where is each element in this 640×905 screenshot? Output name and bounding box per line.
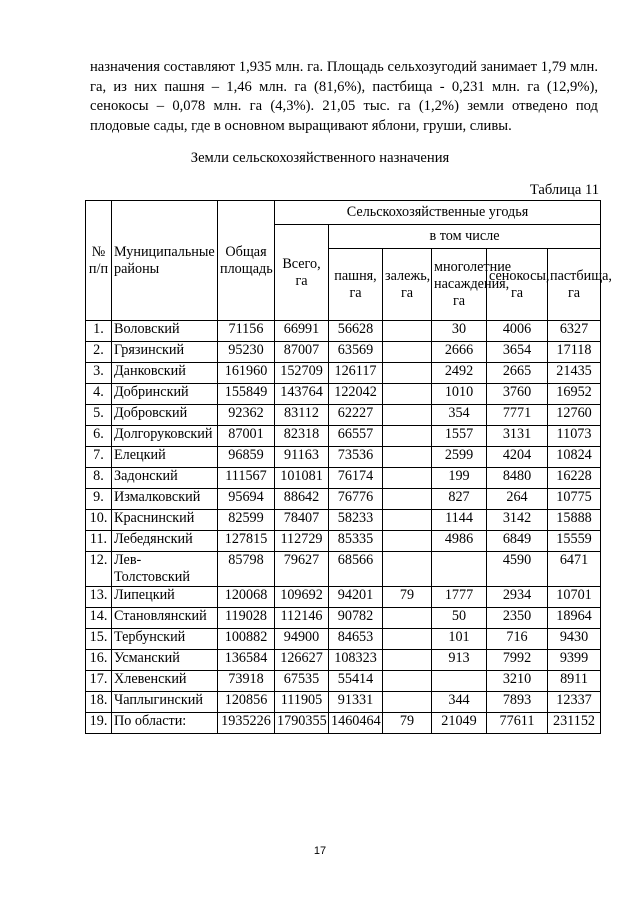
row-arable: 62227 — [329, 405, 383, 426]
table-row — [86, 671, 601, 692]
row-district: Задонский — [112, 468, 218, 489]
row-total-area: 100882 — [218, 629, 275, 650]
row-fallow — [383, 384, 432, 405]
row-fallow — [383, 426, 432, 447]
row-total-area: 92362 — [218, 405, 275, 426]
row-number: 14. — [86, 608, 112, 629]
row-pasture: 11073 — [548, 426, 601, 447]
row-pasture: 9430 — [548, 629, 601, 650]
row-total-area: 87001 — [218, 426, 275, 447]
row-all: 83112 — [275, 405, 329, 426]
row-fallow: 79 — [383, 713, 432, 734]
row-number: 2. — [86, 342, 112, 363]
row-district: Становлянский — [112, 608, 218, 629]
row-hay: 7771 — [487, 405, 548, 426]
row-pasture: 9399 — [548, 650, 601, 671]
row-fallow — [383, 671, 432, 692]
land-table — [85, 200, 612, 734]
row-fallow — [383, 629, 432, 650]
table-label: Таблица 11 — [529, 182, 599, 198]
row-district: По области: — [112, 713, 218, 734]
row-district: Тербунский — [112, 629, 218, 650]
row-pasture: 12760 — [548, 405, 601, 426]
row-arable: 66557 — [329, 426, 383, 447]
header-agri-group: Сельскохозяйственные угодья — [275, 201, 601, 225]
row-total-area: 161960 — [218, 363, 275, 384]
row-district: Лебедянский — [112, 531, 218, 552]
row-total-area: 82599 — [218, 510, 275, 531]
row-all: 66991 — [275, 321, 329, 342]
row-district: Долгоруковский — [112, 426, 218, 447]
row-all: 67535 — [275, 671, 329, 692]
row-perennial: 1557 — [432, 426, 487, 447]
header-all: Всего, га — [275, 225, 329, 321]
row-hay: 4590 — [487, 552, 548, 587]
row-perennial: 1010 — [432, 384, 487, 405]
row-fallow — [383, 342, 432, 363]
row-pasture: 6471 — [548, 552, 601, 587]
row-district: Добровский — [112, 405, 218, 426]
row-total-area: 136584 — [218, 650, 275, 671]
table-row — [86, 650, 601, 671]
row-number: 19. — [86, 713, 112, 734]
row-number: 10. — [86, 510, 112, 531]
row-perennial: 199 — [432, 468, 487, 489]
row-pasture: 10824 — [548, 447, 601, 468]
row-fallow — [383, 405, 432, 426]
table-row — [86, 447, 601, 468]
row-district: Воловский — [112, 321, 218, 342]
table-row — [86, 363, 601, 384]
row-fallow — [383, 608, 432, 629]
row-arable: 1460464 — [329, 713, 383, 734]
row-perennial — [432, 671, 487, 692]
row-number: 5. — [86, 405, 112, 426]
row-pasture: 6327 — [548, 321, 601, 342]
row-all: 112729 — [275, 531, 329, 552]
row-pasture: 17118 — [548, 342, 601, 363]
row-pasture: 10701 — [548, 587, 601, 608]
row-district: Измалковский — [112, 489, 218, 510]
row-number: 11. — [86, 531, 112, 552]
row-pasture: 21435 — [548, 363, 601, 384]
row-fallow — [383, 321, 432, 342]
row-hay: 3654 — [487, 342, 548, 363]
row-pasture: 16952 — [548, 384, 601, 405]
row-perennial: 344 — [432, 692, 487, 713]
row-all: 94900 — [275, 629, 329, 650]
row-all: 126627 — [275, 650, 329, 671]
row-district: Хлевенский — [112, 671, 218, 692]
row-all: 79627 — [275, 552, 329, 587]
header-perennial: многолетние насаждения, га — [432, 249, 487, 321]
header-total-area: Общая площадь — [218, 201, 275, 321]
row-district: Чаплыгинский — [112, 692, 218, 713]
row-district: Краснинский — [112, 510, 218, 531]
row-hay: 2665 — [487, 363, 548, 384]
row-arable: 94201 — [329, 587, 383, 608]
page-number: 17 — [313, 845, 327, 857]
row-hay: 4204 — [487, 447, 548, 468]
table-row — [86, 468, 601, 489]
table-row — [86, 342, 601, 363]
row-arable: 56628 — [329, 321, 383, 342]
row-perennial: 2666 — [432, 342, 487, 363]
row-hay: 8480 — [487, 468, 548, 489]
row-fallow — [383, 650, 432, 671]
row-hay: 7893 — [487, 692, 548, 713]
table-body — [86, 321, 601, 734]
row-number: 15. — [86, 629, 112, 650]
header-fallow: залежь, га — [383, 249, 432, 321]
row-arable: 90782 — [329, 608, 383, 629]
header-district: Муниципальные районы — [112, 201, 218, 321]
row-district: Грязинский — [112, 342, 218, 363]
header-hay: сенокосы, га — [487, 249, 548, 321]
row-pasture: 16228 — [548, 468, 601, 489]
table-row — [86, 384, 601, 405]
row-perennial: 2492 — [432, 363, 487, 384]
row-perennial: 354 — [432, 405, 487, 426]
row-all: 101081 — [275, 468, 329, 489]
row-number: 13. — [86, 587, 112, 608]
row-number: 3. — [86, 363, 112, 384]
row-hay: 3760 — [487, 384, 548, 405]
row-arable: 76776 — [329, 489, 383, 510]
row-perennial: 21049 — [432, 713, 487, 734]
row-total-area: 120068 — [218, 587, 275, 608]
row-pasture: 231152 — [548, 713, 601, 734]
row-all: 88642 — [275, 489, 329, 510]
table-row — [86, 692, 601, 713]
row-all: 152709 — [275, 363, 329, 384]
table-row — [86, 405, 601, 426]
row-total-area: 119028 — [218, 608, 275, 629]
row-all: 1790355 — [275, 713, 329, 734]
row-fallow — [383, 692, 432, 713]
row-arable: 73536 — [329, 447, 383, 468]
row-all: 78407 — [275, 510, 329, 531]
row-all: 87007 — [275, 342, 329, 363]
row-arable: 85335 — [329, 531, 383, 552]
row-fallow — [383, 510, 432, 531]
row-fallow — [383, 363, 432, 384]
row-hay: 77611 — [487, 713, 548, 734]
row-perennial: 30 — [432, 321, 487, 342]
row-perennial: 101 — [432, 629, 487, 650]
row-pasture: 18964 — [548, 608, 601, 629]
row-hay: 264 — [487, 489, 548, 510]
row-total-area: 95694 — [218, 489, 275, 510]
header-num: № п/п — [86, 201, 112, 321]
row-total-area: 111567 — [218, 468, 275, 489]
table-row — [86, 552, 601, 587]
row-total-area: 155849 — [218, 384, 275, 405]
section-heading: Земли сельскохозяйственного назначения — [190, 150, 450, 166]
row-arable: 84653 — [329, 629, 383, 650]
row-district: Добринский — [112, 384, 218, 405]
row-total-area: 73918 — [218, 671, 275, 692]
row-fallow — [383, 489, 432, 510]
row-all: 111905 — [275, 692, 329, 713]
table-row — [86, 587, 601, 608]
row-all: 112146 — [275, 608, 329, 629]
row-district: Липецкий — [112, 587, 218, 608]
row-number: 12. — [86, 552, 112, 587]
row-district: Лев-Толстовский — [112, 552, 218, 587]
table-row — [86, 489, 601, 510]
row-total-area: 96859 — [218, 447, 275, 468]
row-pasture: 15559 — [548, 531, 601, 552]
row-pasture: 8911 — [548, 671, 601, 692]
row-arable: 122042 — [329, 384, 383, 405]
row-total-area: 1935226 — [218, 713, 275, 734]
row-number: 9. — [86, 489, 112, 510]
row-number: 8. — [86, 468, 112, 489]
row-fallow — [383, 468, 432, 489]
row-fallow — [383, 447, 432, 468]
row-arable: 58233 — [329, 510, 383, 531]
row-hay: 3131 — [487, 426, 548, 447]
row-hay: 2934 — [487, 587, 548, 608]
row-number: 7. — [86, 447, 112, 468]
row-hay: 6849 — [487, 531, 548, 552]
row-hay: 7992 — [487, 650, 548, 671]
table-row — [86, 629, 601, 650]
header-pasture: пастбища, га — [548, 249, 601, 321]
header-arable: пашня, га — [329, 249, 383, 321]
table-row — [86, 531, 601, 552]
row-number: 16. — [86, 650, 112, 671]
row-all: 82318 — [275, 426, 329, 447]
row-arable: 126117 — [329, 363, 383, 384]
row-pasture: 10775 — [548, 489, 601, 510]
row-pasture: 12337 — [548, 692, 601, 713]
row-total-area: 71156 — [218, 321, 275, 342]
row-perennial: 1777 — [432, 587, 487, 608]
row-arable: 68566 — [329, 552, 383, 587]
row-district: Данковский — [112, 363, 218, 384]
row-total-area: 127815 — [218, 531, 275, 552]
row-fallow — [383, 531, 432, 552]
row-hay: 3142 — [487, 510, 548, 531]
header-incl: в том числе — [329, 225, 601, 249]
row-number: 1. — [86, 321, 112, 342]
row-hay: 4006 — [487, 321, 548, 342]
table-header — [86, 201, 612, 321]
table-row — [86, 713, 601, 734]
row-all: 109692 — [275, 587, 329, 608]
row-district: Усманский — [112, 650, 218, 671]
row-number: 6. — [86, 426, 112, 447]
row-perennial — [432, 552, 487, 587]
table-row — [86, 510, 601, 531]
row-perennial: 50 — [432, 608, 487, 629]
row-perennial: 1144 — [432, 510, 487, 531]
table-row — [86, 426, 601, 447]
intro-paragraph — [90, 58, 598, 136]
row-total-area: 85798 — [218, 552, 275, 587]
row-number: 17. — [86, 671, 112, 692]
row-perennial: 2599 — [432, 447, 487, 468]
row-hay: 2350 — [487, 608, 548, 629]
row-arable: 76174 — [329, 468, 383, 489]
row-arable: 63569 — [329, 342, 383, 363]
row-pasture: 15888 — [548, 510, 601, 531]
row-number: 18. — [86, 692, 112, 713]
row-fallow — [383, 552, 432, 587]
row-district: Елецкий — [112, 447, 218, 468]
row-perennial: 913 — [432, 650, 487, 671]
row-arable: 91331 — [329, 692, 383, 713]
row-total-area: 95230 — [218, 342, 275, 363]
row-perennial: 827 — [432, 489, 487, 510]
row-perennial: 4986 — [432, 531, 487, 552]
row-all: 91163 — [275, 447, 329, 468]
row-hay: 3210 — [487, 671, 548, 692]
row-number: 4. — [86, 384, 112, 405]
intro-text: назначения составляют 1,935 млн. га. Площадь сельхозугодий занимает 1,79 млн. га, из них пашня – 1,46 млн. га (81,6%), пастбища - 0,231 млн. га (12,9%), сенокосы – 0,078 млн. га (4,3%). 21,05 тыс. га (1,2%) земли отведено под плодовые сады, где в основном выращивают яблони, груши, сливы. — [90, 59, 598, 134]
table-row — [86, 608, 601, 629]
row-arable: 108323 — [329, 650, 383, 671]
row-fallow: 79 — [383, 587, 432, 608]
row-all: 143764 — [275, 384, 329, 405]
row-total-area: 120856 — [218, 692, 275, 713]
row-hay: 716 — [487, 629, 548, 650]
row-arable: 55414 — [329, 671, 383, 692]
table-row — [86, 321, 601, 342]
